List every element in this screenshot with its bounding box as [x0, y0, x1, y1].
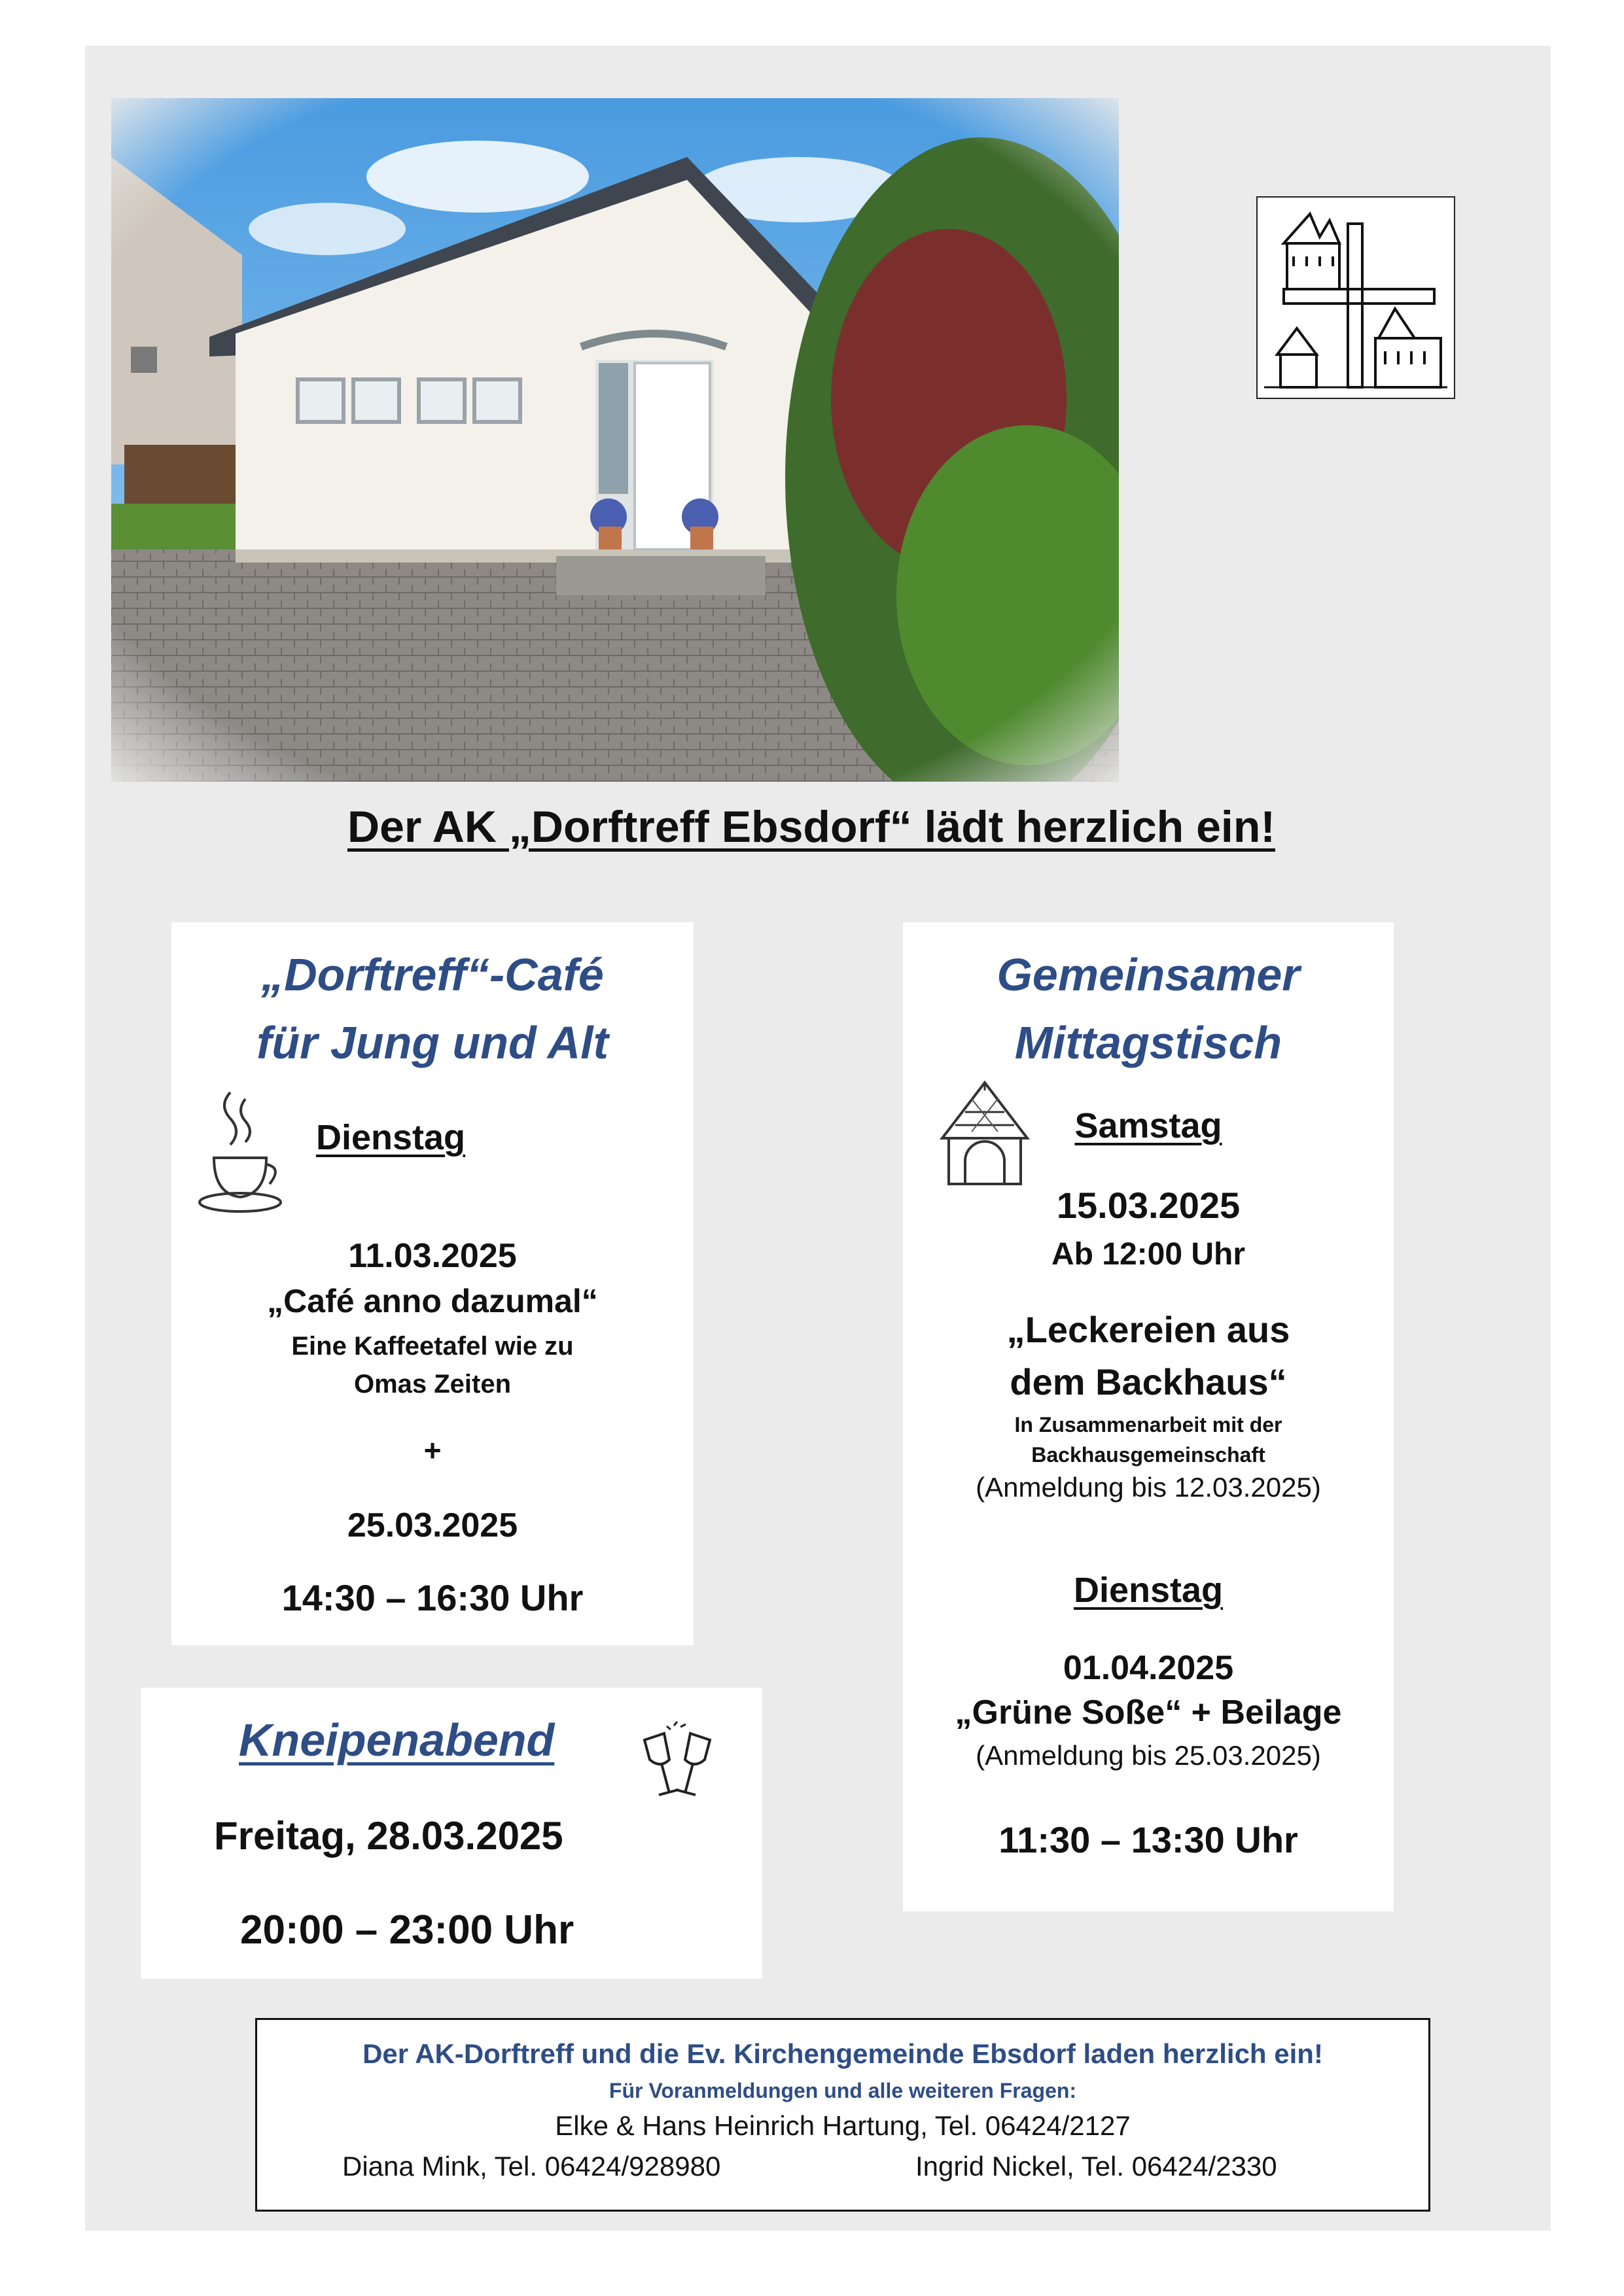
- footer-contact3: Ingrid Nickel, Tel. 06424/2330: [915, 2151, 1277, 2182]
- kneipe-box: [141, 1688, 762, 1979]
- mittag-event2-title: „Grüne Soße“ + Beilage: [955, 1694, 1342, 1731]
- cafe-title-line2: für Jung und Alt: [256, 1017, 609, 1068]
- mittag-title-line1: Gemeinsamer: [997, 949, 1300, 1000]
- mittag-event1-day: Samstag: [1074, 1106, 1222, 1145]
- wine-glasses-icon: [638, 1720, 716, 1805]
- mittag-event2-day: Dienstag: [1073, 1571, 1224, 1610]
- footer-contact1: Elke & Hans Heinrich Hartung, Tel. 06424/2127: [555, 2110, 1131, 2141]
- cafe-plus: +: [423, 1433, 442, 1467]
- mittag-event1-title-line1: „Leckereien aus: [1006, 1309, 1290, 1350]
- mittag-event1-date: 15.03.2025: [1056, 1185, 1241, 1226]
- cafe-event-desc-line1: Eine Kaffeetafel wie zu: [291, 1332, 574, 1361]
- cafe-event-title: „Café anno dazumal“: [267, 1283, 598, 1319]
- mittag-event2-time: 11:30 – 13:30 Uhr: [998, 1819, 1298, 1860]
- footer-contact2: Diana Mink, Tel. 06424/928980: [342, 2151, 721, 2182]
- footer-line2: Für Voranmeldungen und alle weiteren Fragen:: [609, 2079, 1077, 2102]
- kneipe-date: Freitag, 28.03.2025: [214, 1814, 563, 1858]
- mittag-box: [903, 922, 1394, 1911]
- cafe-date1: 11.03.2025: [348, 1237, 517, 1275]
- cafe-box: [171, 922, 694, 1645]
- mittag-event2-registration: (Anmeldung bis 25.03.2025): [976, 1740, 1321, 1771]
- mittag-event1-note-line1: In Zusammenarbeit mit der: [1014, 1413, 1282, 1436]
- mittag-event1-note-line2: Backhausgemeinschaft: [1031, 1443, 1265, 1467]
- mittag-event1-time: Ab 12:00 Uhr: [1051, 1237, 1246, 1272]
- church-logo: [1256, 196, 1455, 399]
- headline: Der AK „Dorftreff Ebsdorf“ lädt herzlich ein!: [347, 802, 1276, 852]
- cafe-date2: 25.03.2025: [347, 1506, 518, 1544]
- kneipe-title: Kneipenabend: [239, 1714, 555, 1765]
- mittag-event1-registration: (Anmeldung bis 12.03.2025): [976, 1472, 1321, 1503]
- mittag-title-line2: Mittagstisch: [1014, 1017, 1282, 1068]
- mittag-event2-date: 01.04.2025: [1063, 1649, 1234, 1687]
- cafe-day: Dienstag: [315, 1118, 466, 1157]
- cafe-title-line1: „Dorftreff“-Café: [261, 949, 604, 1000]
- cafe-time: 14:30 – 16:30 Uhr: [281, 1577, 584, 1618]
- footer-line1: Der AK-Dorftreff und die Ev. Kirchengemeinde Ebsdorf laden herzlich ein!: [362, 2038, 1323, 2069]
- mittag-event1-title-line2: dem Backhaus“: [1010, 1361, 1287, 1402]
- kneipe-time: 20:00 – 23:00 Uhr: [240, 1907, 574, 1953]
- footer-box: [255, 2018, 1430, 2212]
- house-photo: [111, 98, 1119, 782]
- cafe-event-desc-line2: Omas Zeiten: [353, 1370, 512, 1399]
